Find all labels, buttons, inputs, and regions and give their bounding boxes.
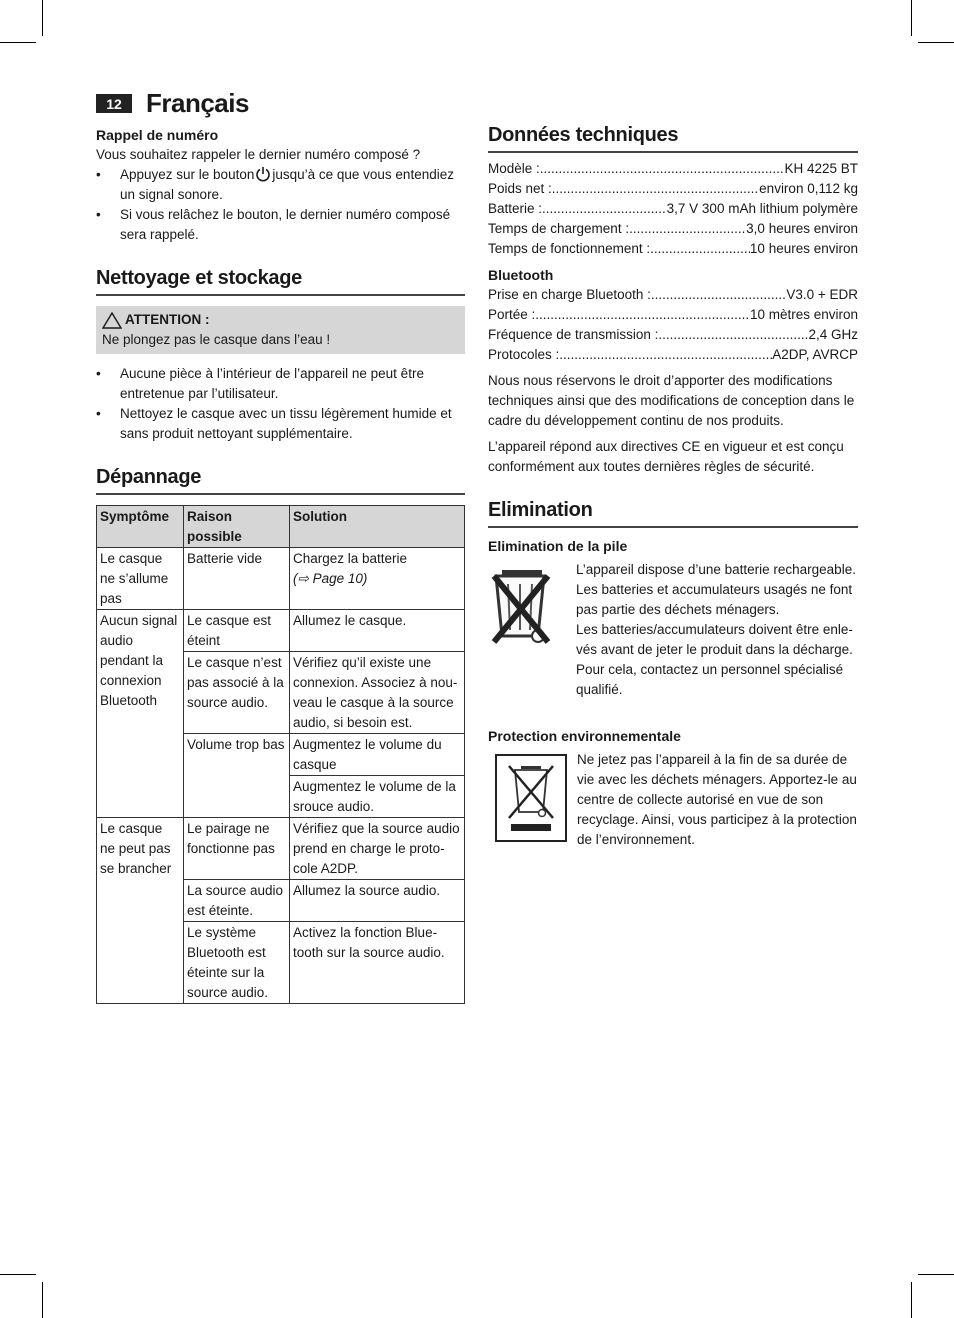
bluetooth-specs [488,285,858,365]
weee-bin-icon [495,754,567,842]
page-title: Français [146,88,249,118]
table-cell: Le casque ne peut pas se brancher [97,818,184,1004]
list-item: • Appuyez sur le bouton jusqu’à ce que vous entendiez un signal sonore. [96,165,465,205]
page-number: 12 [96,94,132,113]
table-cell: Le pairage ne fonctionne pas [184,818,290,880]
battery-disposal-block [488,564,858,700]
table-cell: Vérifiez qu’il existe une connexion. Associez à nouveau le casque à la source audio, si besoin est. [290,652,465,734]
spec-row: Temps de chargement : ..... 3,0 heures environ [488,219,858,239]
table-cell: Allumez le casque. [290,610,465,652]
redial-list [96,165,465,245]
specs-heading: Données techniques [488,122,858,153]
power-icon [255,166,271,182]
specs-note: L’appareil répond aux directives CE en vigueur et est conçu conformément aux toutes dernières règles de sécurité. [488,439,844,474]
spec-row: Prise en charge Bluetooth : ..... V3.0 + EDR [488,285,858,305]
warning-text: Ne plongez pas le casque dans l’eau ! [102,332,331,347]
table-header-row [97,506,465,548]
table-row [97,818,465,880]
spec-row: Batterie : ..... 3,7 V 300 mAh lithium polymère [488,199,858,219]
column-header: Solution [290,506,465,548]
table-cell: Le système Bluetooth est éteinte sur la source audio. [184,922,290,1004]
redial-intro: Vous souhaitez rappeler le dernier numéro composé ? [96,147,421,162]
spec-row: Fréquence de transmission : ..... 2,4 GHz [488,325,858,345]
list-item: • Aucune pièce à l’intérieur de l’appareil ne peut être entretenue par l’utilisateur. [96,364,465,404]
disposal-heading: Elimination [488,497,858,528]
warning-icon [102,312,122,329]
crop-mark [0,1274,36,1275]
table-cell: Batterie vide [184,548,290,610]
trouble-heading: Dépannage [96,464,465,495]
crop-mark [911,1282,912,1318]
warning-title: ATTENTION : [125,312,210,327]
crop-mark [911,0,912,36]
table-cell: Volume trop bas [184,734,290,818]
column-header: Symptôme [97,506,184,548]
table-cell: Aucun signal audio pendant la connexion Bluetooth [97,610,184,818]
bluetooth-subheading: Bluetooth [488,267,554,283]
table-cell: Chargez la batterie (⇨ Page 10) [290,548,465,610]
table-cell: Le casque est éteint [184,610,290,652]
battery-disposal-text: Les batteries/accumulateurs doivent être enlevés avant de jeter le produit dans la décharge. Pour cela, contactez un personnel spécialisé qualifié. [576,622,853,697]
redial-title: Rappel de numéro [96,127,219,143]
crossed-bin-icon [488,564,554,648]
column-header: Raison possible [184,506,290,548]
list-item: • Nettoyez le casque avec un tissu légèrement humide et sans produit nettoyant supplémentaire. [96,404,465,444]
cleaning-heading: Nettoyage et stockage [96,265,465,296]
crop-mark [42,0,43,36]
table-row [97,548,465,610]
crop-mark [918,42,954,43]
environment-text: Ne jetez pas l’appareil à la fin de sa durée de vie avec les déchets ménagers. Apportez-le au centre de collecte autorisé en vue de son recyclage. Ainsi, vous participez à la protection de l’environnement. [577,752,857,847]
spec-row: Temps de fonctionnement : ..... 10 heures environ [488,239,858,259]
crop-mark [42,1282,43,1318]
battery-disposal-title: Elimination de la pile [488,538,628,554]
left-column [96,88,465,1004]
table-cell: Augmentez le volume du casque [290,734,465,776]
specs-note: Nous nous réservons le droit d’apporter des modifications techniques ainsi que des modifications de conception dans le cadre du développement continu de nos produits. [488,373,855,428]
environment-title: Protection environnementale [488,728,681,744]
table-cell: Activez la fonction Bluetooth sur la source audio. [290,922,465,1004]
spec-row: Poids net : ..... environ 0,112 kg [488,179,858,199]
right-column [488,122,858,850]
specs-list [488,159,858,259]
table-cell: Le casque n’est pas associé à la source audio. [184,652,290,734]
list-item: • Si vous relâchez le bouton, le dernier numéro composé sera rappelé. [96,205,465,245]
table-row [97,610,465,652]
cleaning-list [96,364,465,444]
table-cell: Augmentez le volume de la srouce audio. [290,776,465,818]
spec-row: Portée : ..... 10 mètres environ [488,305,858,325]
trouble-table [96,505,465,1004]
table-cell: Vérifiez que la source audio prend en charge le protocole A2DP. [290,818,465,880]
environment-block [488,754,858,850]
spec-row: Protocoles : ..... A2DP, AVRCP [488,345,858,365]
crop-mark [0,42,36,43]
table-cell: Le casque ne s’allume pas [97,548,184,610]
table-cell: Allumez la source audio. [290,880,465,922]
arrow-icon: ⇨ [297,571,309,586]
table-cell: La source audio est éteinte. [184,880,290,922]
battery-disposal-text: L’appareil dispose d’une batterie rechargeable. Les batteries et accumulateurs usagés ne font pas partie des déchets ménagers. [576,562,856,617]
warning-box [96,306,465,354]
page-header [96,88,465,119]
spec-row: Modèle : ..... KH 4225 BT [488,159,858,179]
crop-mark [918,1274,954,1275]
